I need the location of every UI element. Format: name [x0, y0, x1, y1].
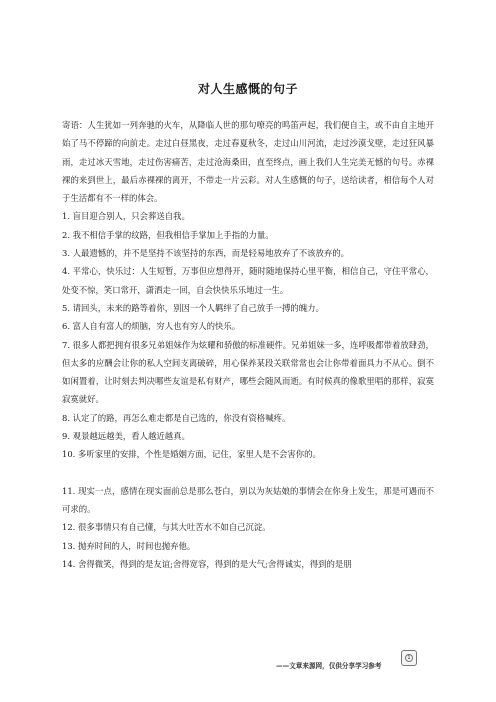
list-item: 3. 人最遗憾的，并不是坚持不该坚持的东西，而是轻易地放弃了不该放弃的。	[62, 248, 350, 259]
page-number: 1	[405, 654, 413, 662]
intro-paragraph: 寄语：人生犹如一列奔驰的火车，从降临人世的那句嘹亮的鸣笛声起，我们便自主，或不由自主地开始了马不停蹄的向前走。走过白昼黑夜，走过春夏秋冬，走过山川河流，走过沙漠戈壁，走过狂风暴雨，走过冰天雪地，走过伤害痛苦，走过沧海桑田，直至终点，画上我们人生完美无憾的句号。赤裸裸的来到世上，最后赤裸裸的离开，不带走一片云彩。对人生感慨的句子，送给读者，相信每个人对于生活都有不一样的体会。	[62, 120, 434, 204]
list-item: 8. 认定了的路，再怎么难走都是自己选的，你没有资格喊疼。	[62, 412, 291, 423]
list-item: 14. 舍得微笑，得到的是友谊;舍得宽容，得到的是大气;舍得诚实，得到的是朋	[62, 558, 352, 569]
list-item: 9. 观景越远越美，看人越近越真。	[62, 431, 190, 442]
list-item: 6. 富人自有富人的烦脑，穷人也有穷人的快乐。	[62, 321, 241, 332]
list-item: 10. 多听家里的安排，个性是婚姻方面，记住，家里人是不会害你的。	[62, 449, 321, 460]
list-item: 11. 现实一点，感情在现实面前总是那么苍白，别以为灰姑娘的事情会在你身上发生，那是可遇而不可求的。	[62, 485, 434, 514]
list-item: 7. 很多人都把拥有很多兄弟姐妹作为炫耀和骄傲的标准硬件。兄弟姐妹一多，连呼吸都带着放肆劲，但太多的应酬会让你的私人空间支离破碎，用心保养某段关联常常也会让你带着面具力不从心。倒不如闲置着，让时刻去判决哪些友谊是私有财产，哪些会随风而逝。有时候真的像歌里唱的那样，寂寞寂寞就好。	[62, 339, 434, 405]
list-item: 12. 很多事情只有自己懂，与其大吐苦水不如自己沉淀。	[62, 522, 271, 533]
list-item: 13. 抛弃时间的人，时间也抛弃他。	[62, 540, 196, 551]
list-item: 1. 盲目迎合别人，只会葬送自我。	[62, 211, 190, 222]
footer-source-note: ——文章来源网，仅供分享学习参考	[276, 662, 382, 670]
list-item: 2. 我不相信手掌的纹路，但我相信手掌加上手指的力量。	[62, 229, 274, 240]
document-title: 对人生感慨的句子	[197, 82, 298, 96]
list-item: 5. 请回头，未来的路等着你，别因一个人羁绊了自己放手一搏的魄力。	[62, 302, 324, 313]
document-body	[62, 116, 434, 573]
list-item: 4. 平常心，快乐过：人生短暂，万事但应想得开，随时随地保持心里平衡，相信自己，守住平常心，处变不惊，笑口常开，潇洒走一回，自会快快乐乐地过一生。	[62, 266, 434, 295]
